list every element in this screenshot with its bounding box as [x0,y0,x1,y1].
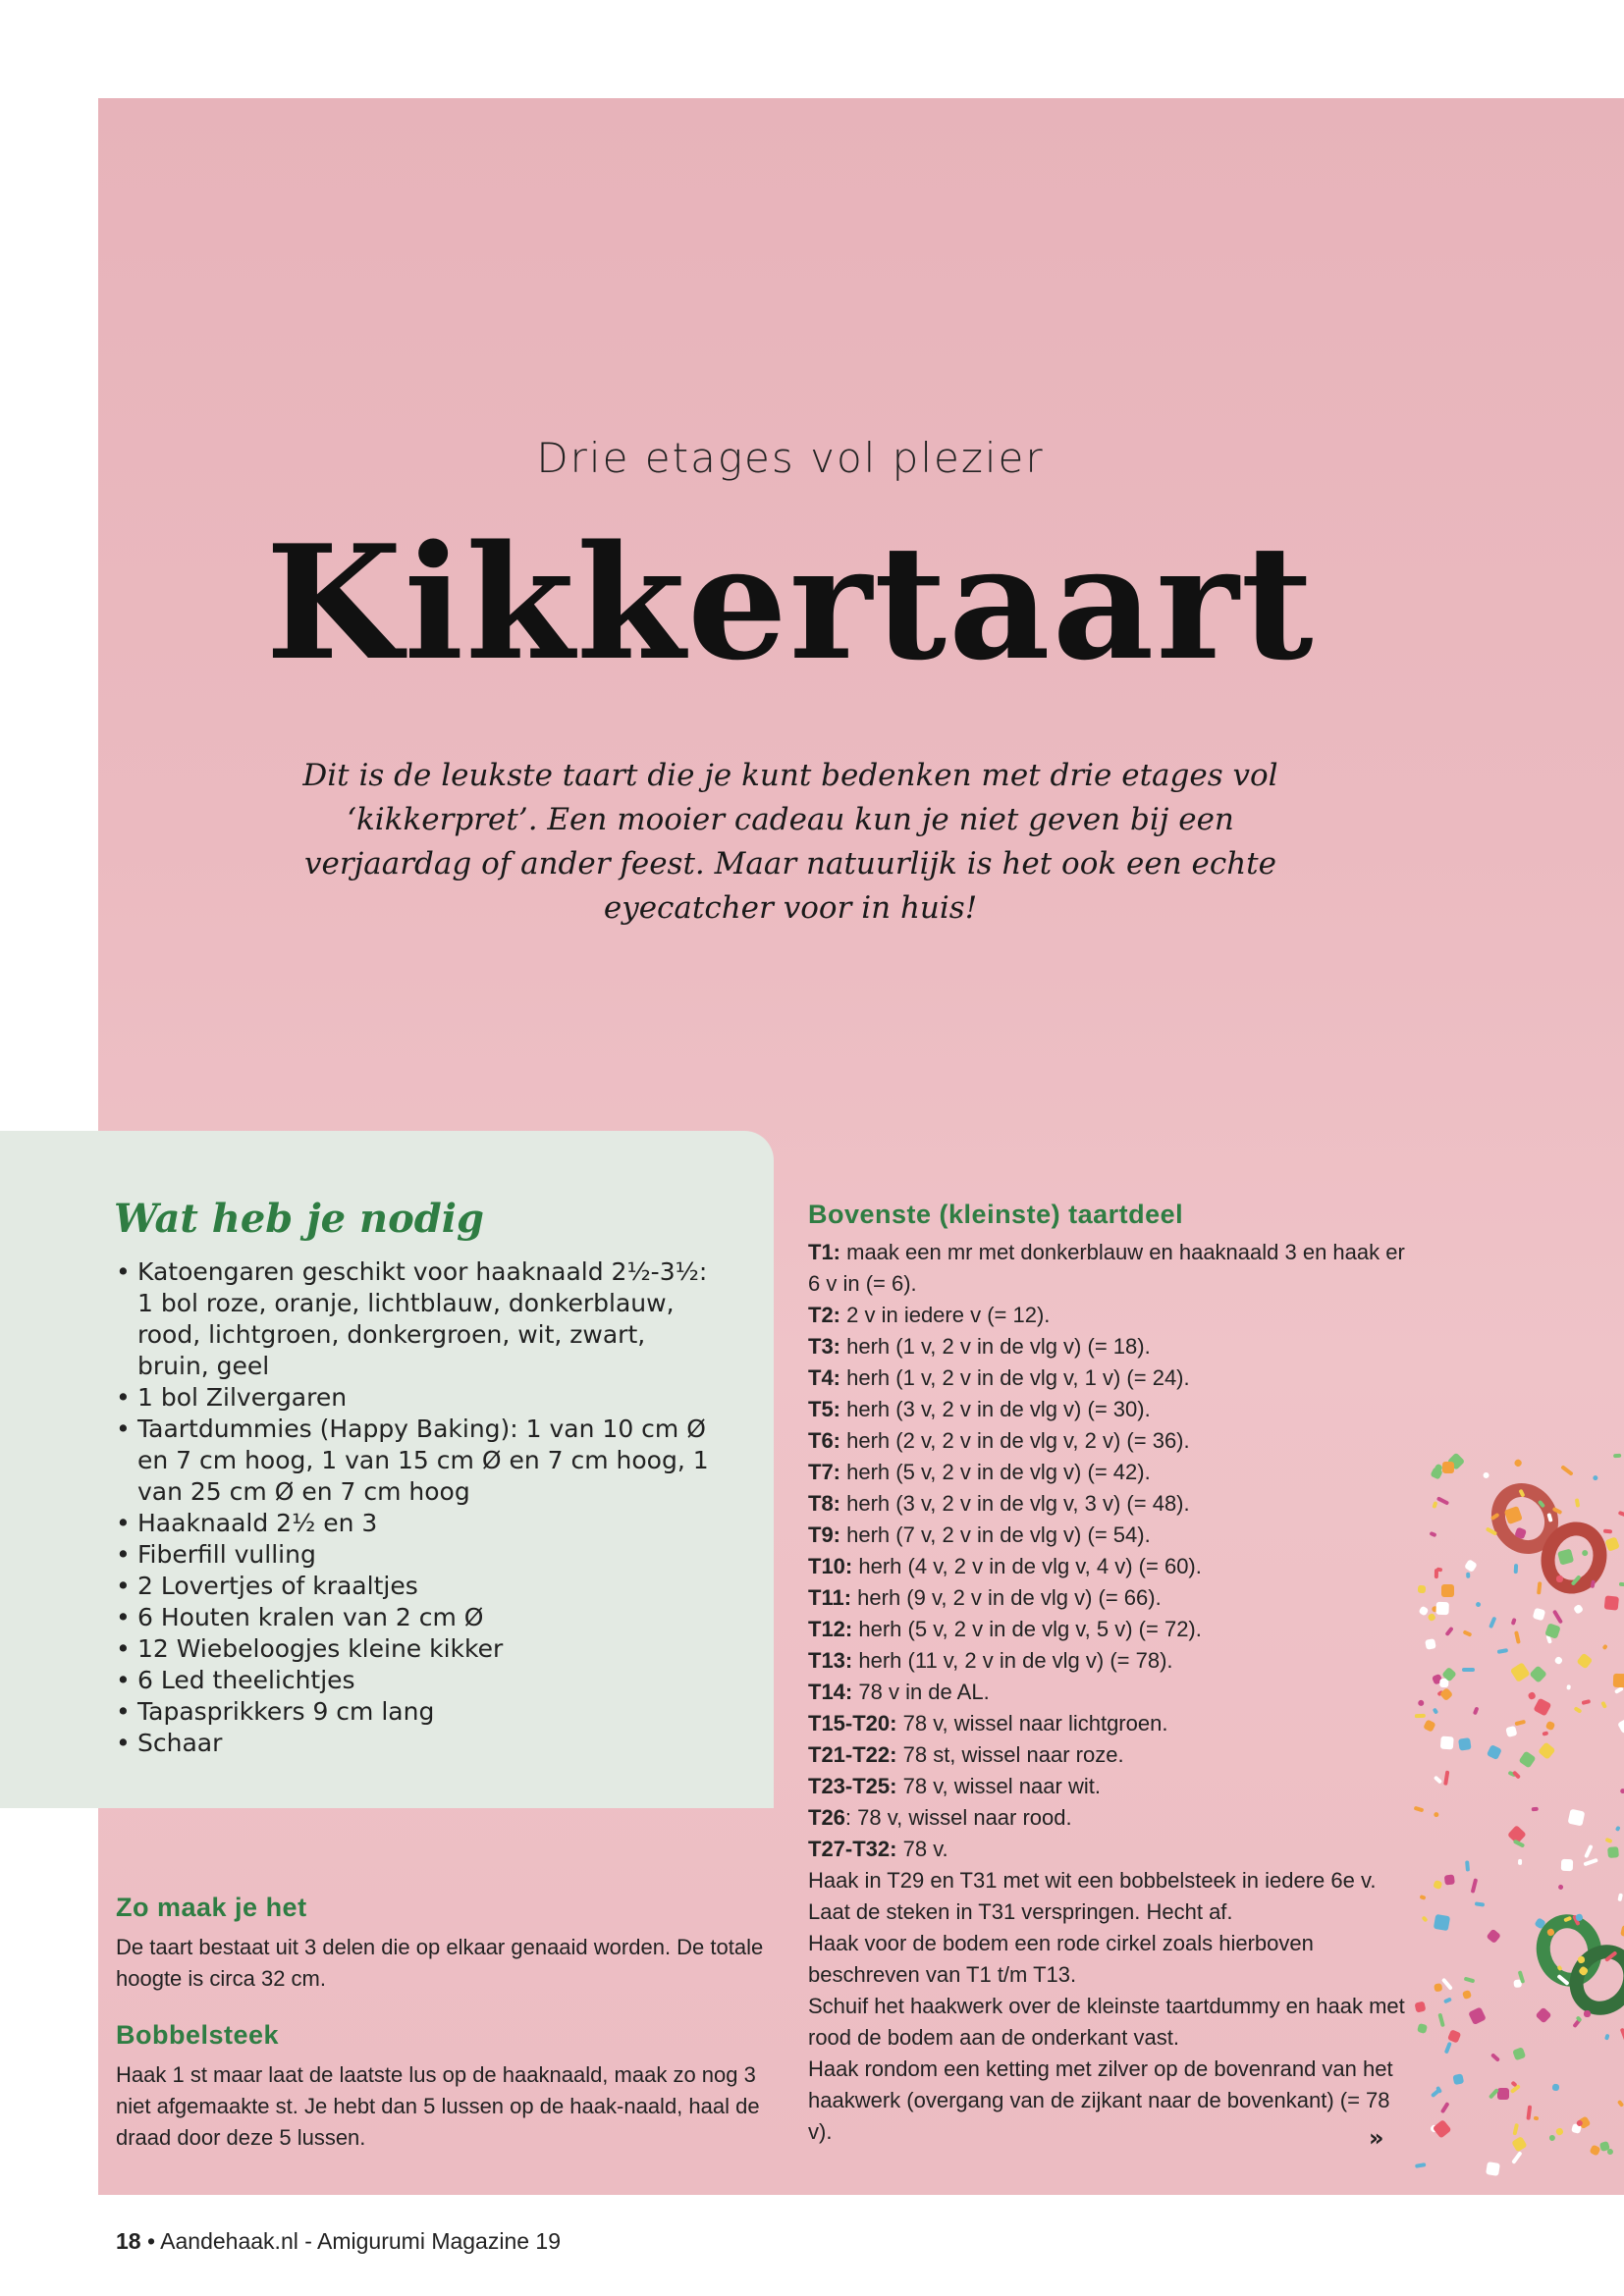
closing-paragraph: Haak voor de bodem een rode cirkel zoals hierboven beschreven van T1 t/m T13. [808,1931,1314,1987]
sprinkle [1442,1462,1455,1474]
sprinkle [1510,1662,1530,1682]
sprinkle [1526,2105,1532,2119]
sprinkle [1465,1559,1479,1573]
sprinkle [1548,2134,1555,2141]
list-item: • Katoengaren geschikt voor haaknaald 2½-3½: 1 bol roze, oranje, lichtblauw, donkerblauw, rood, lichtgroen, donkergroen, wit, zwart, bruin, geel [116,1256,715,1382]
sprinkle [1618,1511,1624,1519]
sprinkle [1518,1859,1522,1865]
sprinkle [1561,1859,1573,1871]
sprinkle [1414,1805,1424,1812]
sprinkle [1528,1691,1537,1700]
sprinkle [1441,1584,1454,1597]
sprinkle [1435,1496,1449,1506]
sprinkle [1473,1706,1480,1715]
sprinkle [1511,2151,1522,2164]
sprinkle [1428,1613,1436,1622]
sprinkle [1512,1771,1521,1780]
sprinkle [1619,2028,1624,2043]
sprinkle [1465,1860,1470,1871]
sprinkle [1513,2047,1527,2060]
sprinkle [1617,1718,1624,1735]
sprinkle [1620,1925,1624,1938]
sprinkle [1471,1878,1478,1893]
sprinkle [1618,1581,1624,1585]
sprinkle [1497,1649,1508,1655]
sprinkle [1567,1809,1584,1826]
sprinkle [1475,1601,1482,1608]
sprinkle [1534,2116,1540,2121]
sprinkle [1617,2100,1624,2108]
sprinkle [1436,1567,1443,1572]
closing-paragraph: Haak rondom een ketting met zilver op de bovenrand van het haakwerk (overgang van de zijkant naar de bovenkant) (= 78 v). [808,2056,1393,2144]
round-line: T3: herh (1 v, 2 v in de vlg v) (= 18). [808,1334,1151,1359]
list-item: • 6 Houten kralen van 2 cm Ø [116,1602,715,1633]
sprinkle [1497,2088,1509,2100]
sprinkle [1463,1630,1473,1637]
sprinkle [1513,1840,1525,1848]
round-line: T5: herh (3 v, 2 v in de vlg v) (= 30). [808,1397,1151,1421]
materials-heading: Wat heb je nodig [114,1196,484,1242]
sprinkle [1448,2029,1462,2043]
sprinkle [1555,2126,1564,2135]
sprinkle [1486,2162,1500,2176]
sprinkle [1552,2084,1560,2092]
round-line: T26: 78 v, wissel naar rood. [808,1805,1072,1830]
sprinkle [1515,1630,1522,1643]
sprinkle [1423,1719,1435,1732]
sprinkle [1510,2080,1517,2087]
sprinkle [1545,1721,1556,1732]
round-line: T1: maak een mr met donkerblauw en haaknaald 3 en haak er 6 v in (= 6). [808,1240,1405,1296]
top-tier-instructions [808,1237,1407,2148]
sprinkle [1438,2013,1446,2028]
sprinkle [1415,2002,1426,2012]
materials-panel [0,1131,774,1808]
round-line: T13: herh (11 v, 2 v in de vlg v) (= 78). [808,1648,1173,1673]
sprinkle [1433,1707,1438,1714]
round-line: T27-T32: 78 v. [808,1837,948,1861]
article-intro: Dit is de leukste taart die je kunt bedenken met drie etages vol ‘kikkerpret’. Een mooier cadeau kun je niet geven bij een verjaardag of ander feest. Maar natuurlijk is het ook een echte eyecatcher voor in huis! [302,758,1278,926]
sprinkle [1489,1617,1496,1629]
round-line: T21-T22: 78 st, wissel naar roze. [808,1742,1124,1767]
sprinkle [1425,1638,1436,1650]
sprinkle [1560,1465,1573,1476]
sprinkle [1469,2007,1487,2025]
sprinkle [1602,1528,1611,1533]
round-line: T11: herh (9 v, 2 v in de vlg v) (= 66). [808,1585,1162,1610]
sprinkle [1432,1501,1437,1509]
sprinkle [1439,1735,1453,1749]
sprinkle [1441,1978,1453,1991]
article-title: Kikkertaart [265,510,1316,695]
list-item: • Fiberfill vulling [116,1539,715,1571]
sprinkle [1415,2163,1427,2168]
list-item: • Tapasprikkers 9 cm lang [116,1696,715,1728]
round-line: T14: 78 v in de AL. [808,1680,990,1704]
list-item: • 6 Led theelichtjes [116,1665,715,1696]
round-line: T4: herh (1 v, 2 v in de vlg v, 1 v) (= 24). [808,1365,1190,1390]
sprinkle [1417,1698,1426,1707]
sprinkle [1572,1603,1584,1615]
sprinkle [1418,1606,1429,1617]
continue-arrow-icon: » [1369,2124,1384,2152]
sprinkle [1421,1915,1428,1922]
bobbel-heading: Bobbelsteek [116,2020,280,2050]
sprinkle [1604,1536,1620,1552]
page-footer [116,2228,561,2255]
sprinkle [1614,1686,1624,1694]
list-item: • 12 Wiebeloogjes kleine kikker [116,1633,715,1665]
sprinkle [1514,1459,1523,1468]
sprinkle [1590,1579,1596,1588]
sprinkle [1510,2135,1527,2152]
sprinkle [1433,1880,1442,1890]
round-line: T23-T25: 78 v, wissel naar wit. [808,1774,1101,1798]
sprinkle [1584,2010,1592,2018]
round-line: T15-T20: 78 v, wissel naar lichtgroen. [808,1711,1168,1735]
sprinkle [1619,1788,1624,1794]
sprinkle [1487,1744,1501,1759]
list-item: • 2 Lovertjes of kraaltjes [116,1571,715,1602]
sprinkle [1584,1858,1598,1867]
sprinkle [1436,1602,1449,1615]
sprinkle [1600,1701,1607,1709]
sprinkle [1433,1776,1441,1785]
round-line: T8: herh (3 v, 2 v in de vlg v, 3 v) (= 48). [808,1491,1190,1516]
materials-list [116,1256,715,1759]
sprinkle [1439,1687,1453,1701]
sprinkle [1435,1984,1443,1993]
sprinkle [1533,1608,1545,1621]
sprinkle [1553,1655,1562,1664]
sprinkle [1444,1875,1456,1887]
sprinkle [1519,1751,1537,1769]
sprinkle [1419,1895,1426,1900]
round-line: T2: 2 v in iedere v (= 12). [808,1303,1051,1327]
sprinkle [1514,1720,1525,1726]
round-line: T7: herh (5 v, 2 v in de vlg v) (= 42). [808,1460,1151,1484]
sprinkle [1601,1643,1607,1650]
sprinkle [1433,1811,1439,1818]
sprinkle [1440,2102,1450,2113]
footer-publication: Aandehaak.nl - Amigurumi Magazine 19 [160,2228,562,2254]
howto-heading: Zo maak je het [116,1893,307,1922]
sprinkle [1534,1697,1551,1715]
sprinkle [1557,1885,1564,1892]
sprinkle [1513,2123,1520,2135]
sprinkle [1581,1699,1591,1705]
sprinkle [1462,1668,1475,1672]
sprinkle [1417,2023,1428,2034]
sprinkle [1490,2053,1500,2062]
sprinkle [1615,1825,1621,1832]
sprinkle [1577,1653,1593,1669]
sprinkle [1589,2144,1600,2156]
sprinkle [1462,1989,1472,1999]
sprinkle [1475,1902,1486,1907]
sprinkle [1418,1585,1426,1593]
sprinkle [1613,1454,1621,1458]
round-line: T10: herh (4 v, 2 v in de vlg v, 4 v) (= 60). [808,1554,1202,1578]
list-item: • Haaknaald 2½ en 3 [116,1508,715,1539]
sprinkle [1458,1737,1471,1750]
sprinkle [1443,2042,1451,2054]
sprinkle [1604,1838,1612,1844]
sprinkle [1566,1684,1571,1690]
sprinkle [1604,2033,1609,2040]
sprinkle [1584,1844,1593,1858]
closing-paragraph: Schuif het haakwerk over de kleinste taartdummy en haak met rood de bodem aan de onderkant vast. [808,1994,1405,2050]
sprinkle [1444,1627,1453,1636]
list-item: • Taartdummies (Happy Baking): 1 van 10 cm Ø en 7 cm hoog, 1 van 15 cm Ø en 7 cm hoog, 1 van 25 cm Ø en 7 cm hoog [116,1414,715,1508]
sprinkle [1415,1714,1426,1718]
sprinkle [1452,2073,1464,2085]
sprinkle [1577,1955,1585,1963]
sprinkle [1574,1706,1583,1714]
sprinkle [1433,1914,1449,1931]
top-tier-heading: Bovenste (kleinste) taartdeel [808,1200,1184,1229]
round-line: T9: herh (7 v, 2 v in de vlg v) (= 54). [808,1522,1151,1547]
list-item: • Schaar [116,1728,715,1759]
sprinkle [1537,1581,1542,1595]
sprinkle [1575,1499,1580,1508]
sprinkle [1556,1575,1563,1582]
sprinkle [1542,1732,1548,1736]
sprinkle [1617,1893,1623,1901]
sprinkle [1487,1929,1501,1944]
sprinkle [1608,1847,1619,1858]
sprinkle [1466,1573,1470,1579]
sprinkle [1505,1726,1518,1738]
sprinkle [1552,1610,1563,1625]
sprinkle [1442,1998,1451,2004]
sprinkle [1532,1806,1539,1811]
article-subtitle: Drie etages vol plezier [536,434,1045,482]
sprinkle [1529,1665,1547,1683]
sprinkle [1443,1770,1449,1785]
list-item: • 1 bol Zilvergaren [116,1382,715,1414]
page-number: 18 [116,2228,141,2254]
closing-paragraph: Haak in T29 en T31 met wit een bobbelsteek in iedere 6e v. Laat de steken in T31 verspringen. Hecht af. [808,1868,1377,1924]
sprinkle [1514,1564,1519,1574]
footer-separator: • [146,2228,156,2254]
sprinkle [1511,1618,1517,1626]
sprinkle [1538,1742,1555,1760]
sprinkle [1464,1976,1476,1983]
sprinkle [1483,1472,1489,1478]
bobbel-text: Haak 1 st maar laat de laatste lus op de haaknaald, maak zo nog 3 niet afgemaakte st. Je hebt dan 5 lussen op de haak-naald, haal de draad door deze 5 lussen. [116,2062,760,2150]
round-line: T6: herh (2 v, 2 v in de vlg v, 2 v) (= 36). [808,1428,1190,1453]
sprinkle [1613,1673,1624,1686]
round-line: T12: herh (5 v, 2 v in de vlg v, 5 v) (= 72). [808,1617,1202,1641]
howto-text: De taart bestaat uit 3 delen die op elkaar genaaid worden. De totale hoogte is circa 32 cm. [116,1935,764,1991]
sprinkle [1604,1595,1620,1611]
sprinkle [1536,2007,1552,2024]
sprinkle [1433,2119,1451,2138]
sprinkle [1592,1474,1598,1481]
sprinkle [1430,1531,1437,1537]
